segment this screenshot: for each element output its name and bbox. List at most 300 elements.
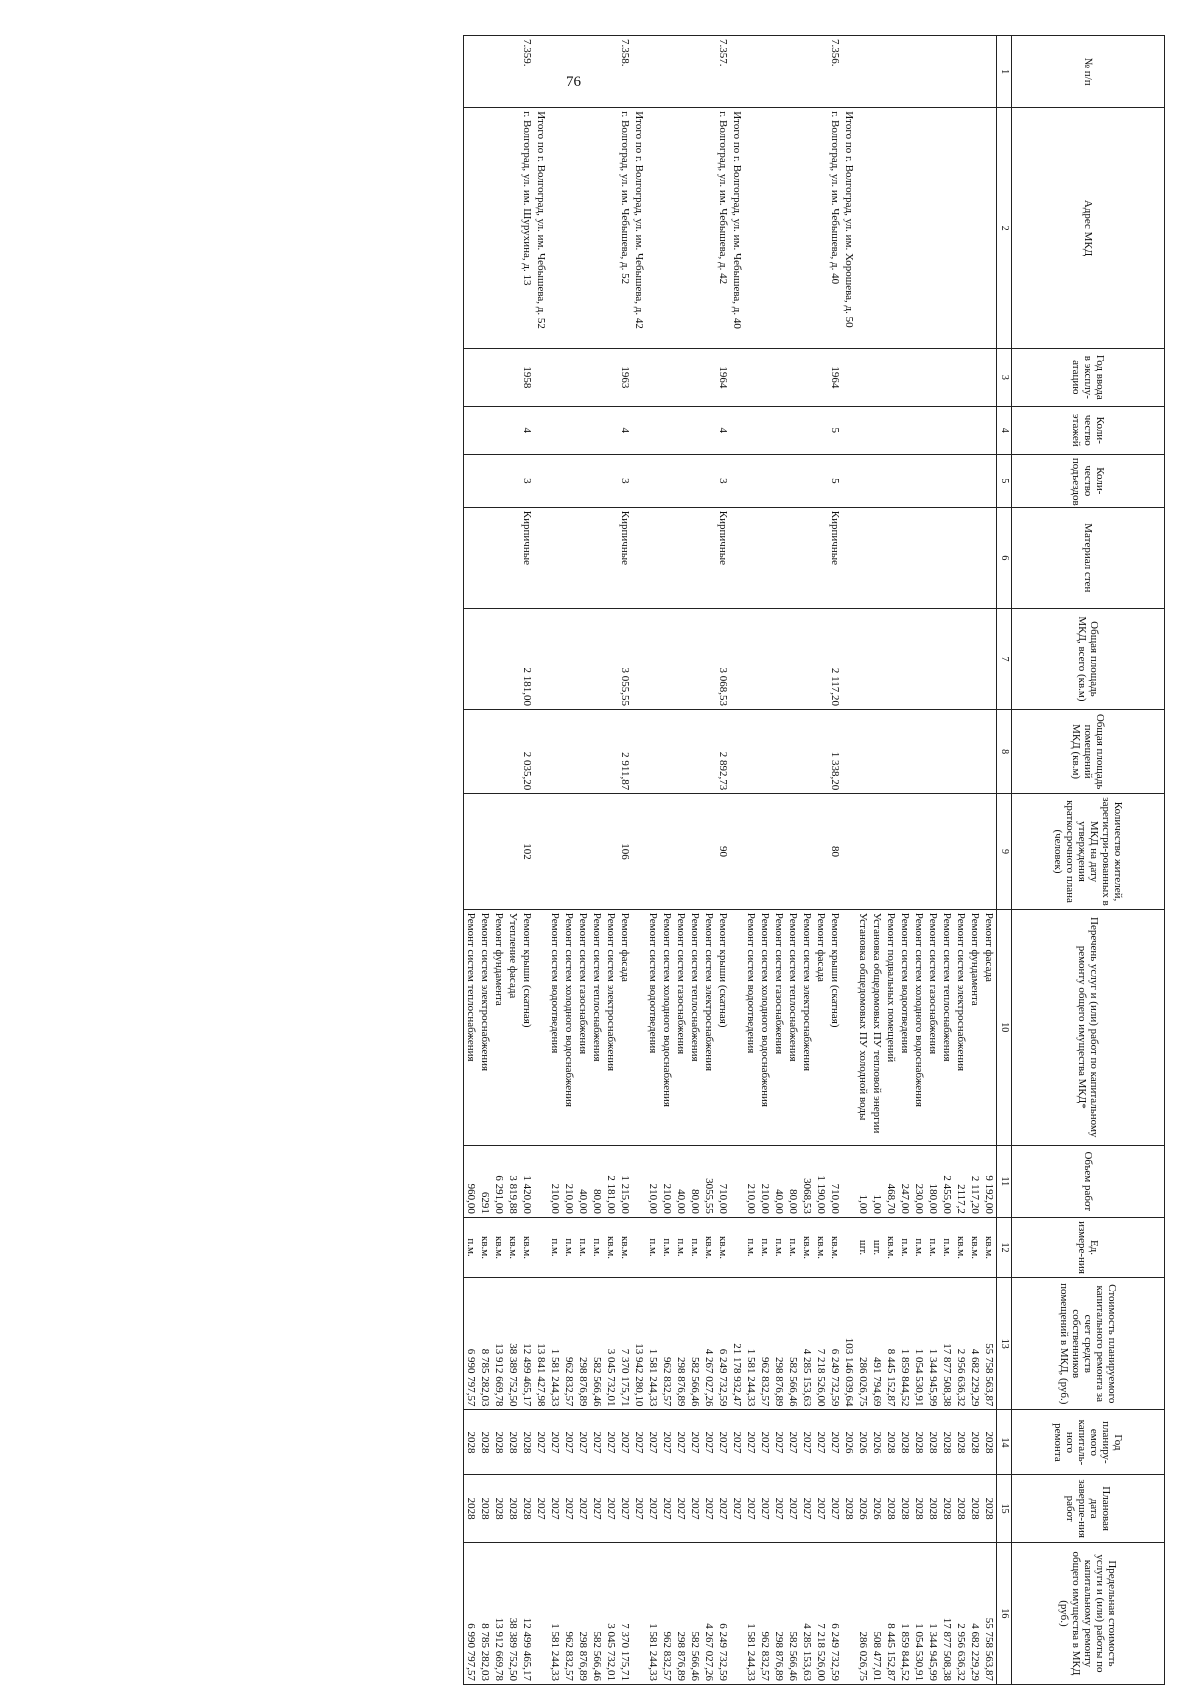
column-index-cell: 6: [997, 507, 1012, 608]
table-cell-c11: 6 291,00: [492, 1145, 506, 1217]
column-index-cell: 3: [997, 348, 1012, 406]
table-cell-c15: 2026: [856, 1475, 870, 1542]
table-cell-c13: 582 566,46: [688, 1278, 702, 1410]
table-cell-c2: Итого по г. Волгоград, ул. им. Чебышева, д. 42: [632, 108, 646, 349]
table-cell-c9: [800, 794, 814, 910]
table-cell-c1: [856, 36, 870, 108]
column-index-cell: 9: [997, 794, 1012, 910]
table-cell-c11: [730, 1145, 744, 1217]
table-cell-c7: [688, 608, 702, 709]
table-cell-c7: [646, 608, 660, 709]
table-cell-c12: кв.м.: [800, 1217, 814, 1277]
table-cell-c10: Ремонт фасада: [982, 909, 997, 1145]
table-cell-c11: 210,00: [660, 1145, 674, 1217]
table-cell-c7: [968, 608, 982, 709]
table-cell-c12: п.м.: [674, 1217, 688, 1277]
table-cell-c8: [926, 709, 940, 793]
table-cell-c13: 1 344 945,99: [926, 1278, 940, 1410]
table-cell-c9: [464, 794, 479, 910]
table-cell-c1: [772, 36, 786, 108]
table-cell-c6: Кирпичные: [618, 507, 632, 608]
table-cell-c7: 3 055,55: [618, 608, 632, 709]
table-cell-c7: [590, 608, 604, 709]
table-cell-c6: [702, 507, 716, 608]
table-row: [884, 36, 898, 1685]
table-cell-c7: [786, 608, 800, 709]
table-cell-c9: [814, 794, 828, 910]
table-row: [478, 36, 492, 1685]
table-row: [618, 36, 632, 1685]
table-cell-c12: п.м.: [912, 1217, 926, 1277]
table-cell-c7: [604, 608, 618, 709]
table-cell-c6: [786, 507, 800, 608]
table-cell-c9: [562, 794, 576, 910]
table-cell-c2: [548, 108, 562, 349]
table-cell-c13: 38 389 752,50: [506, 1278, 520, 1410]
table-cell-c5: [898, 454, 912, 507]
table-cell-c13: 1 581 244,33: [744, 1278, 758, 1410]
table-cell-c9: [870, 794, 884, 910]
table-cell-c10: [632, 909, 646, 1145]
table-cell-c6: [772, 507, 786, 608]
table-cell-c5: [660, 454, 674, 507]
table-cell-c8: [646, 709, 660, 793]
table-cell-c15: 2028: [842, 1475, 856, 1542]
table-cell-c4: [926, 406, 940, 454]
table-cell-c16: 298 876,89: [576, 1542, 590, 1684]
table-cell-c10: [730, 909, 744, 1145]
table-cell-c9: [730, 794, 744, 910]
table-cell-c14: 2028: [912, 1410, 926, 1475]
table-cell-c4: [688, 406, 702, 454]
table-row: [590, 36, 604, 1685]
table-cell-c12: кв.м.: [478, 1217, 492, 1277]
table-cell-c3: [940, 348, 954, 406]
table-cell-c14: 2028: [898, 1410, 912, 1475]
table-cell-c7: [562, 608, 576, 709]
table-cell-c4: 4: [618, 406, 632, 454]
table-row: [660, 36, 674, 1685]
table-cell-c12: п.м.: [562, 1217, 576, 1277]
table-cell-c7: [478, 608, 492, 709]
table-cell-c14: 2027: [674, 1410, 688, 1475]
table-cell-c2: [492, 108, 506, 349]
table-cell-c8: [548, 709, 562, 793]
table-cell-c7: [856, 608, 870, 709]
table-cell-c9: [604, 794, 618, 910]
table-cell-c6: [506, 507, 520, 608]
table-cell-c9: [534, 794, 548, 910]
table-cell-c14: 2026: [870, 1410, 884, 1475]
table-cell-c2: [772, 108, 786, 349]
table-cell-c10: [842, 909, 856, 1145]
table-cell-c13: 6 249 732,59: [828, 1278, 842, 1410]
table-cell-c11: 40,00: [674, 1145, 688, 1217]
table-cell-c4: [870, 406, 884, 454]
table-cell-c8: [492, 709, 506, 793]
table-cell-c9: [940, 794, 954, 910]
table-cell-c11: 3 819,88: [506, 1145, 520, 1217]
column-header: Коли-чество подъездов: [1012, 454, 1165, 507]
table-cell-c6: [632, 507, 646, 608]
table-cell-c12: п.м.: [772, 1217, 786, 1277]
column-index-cell: 16: [997, 1542, 1012, 1684]
table-cell-c3: [842, 348, 856, 406]
table-cell-c14: 2028: [506, 1410, 520, 1475]
table-cell-c6: [464, 507, 479, 608]
table-cell-c4: [856, 406, 870, 454]
table-cell-c7: 2 181,00: [520, 608, 534, 709]
page-number: 76: [566, 74, 581, 90]
table-cell-c4: [758, 406, 772, 454]
table-cell-c7: [982, 608, 997, 709]
table-cell-c6: [492, 507, 506, 608]
table-cell-c16: 8 445 152,87: [884, 1542, 898, 1684]
table-cell-c4: [842, 406, 856, 454]
table-cell-c8: [744, 709, 758, 793]
table-cell-c6: [590, 507, 604, 608]
table-cell-c14: 2028: [940, 1410, 954, 1475]
table-cell-c15: 2027: [632, 1475, 646, 1542]
table-cell-c5: [688, 454, 702, 507]
table-cell-c13: 17 877 508,38: [940, 1278, 954, 1410]
table-cell-c1: [800, 36, 814, 108]
table-cell-c13: 298 876,89: [674, 1278, 688, 1410]
table-cell-c1: [534, 36, 548, 108]
table-cell-c6: [912, 507, 926, 608]
table-cell-c12: кв.м.: [702, 1217, 716, 1277]
table-cell-c9: [786, 794, 800, 910]
table-cell-c10: Ремонт фундамента: [968, 909, 982, 1145]
table-cell-c10: Ремонт фундамента: [492, 909, 506, 1145]
table-cell-c7: [870, 608, 884, 709]
table-cell-c13: 55 758 563,87: [982, 1278, 997, 1410]
table-cell-c3: [884, 348, 898, 406]
column-index-cell: 11: [997, 1145, 1012, 1217]
column-header: № п/п: [1012, 36, 1165, 108]
table-cell-c2: [688, 108, 702, 349]
table-cell-c16: 582 566,46: [786, 1542, 800, 1684]
table-cell-c8: 2 035,20: [520, 709, 534, 793]
table-cell-c12: п.м.: [646, 1217, 660, 1277]
table-cell-c16: 6 249 732,59: [828, 1542, 842, 1684]
table-cell-c9: 80: [828, 794, 842, 910]
table-cell-c7: [758, 608, 772, 709]
table-cell-c9: [660, 794, 674, 910]
table-cell-c10: Ремонт систем газоснабжения: [576, 909, 590, 1145]
table-cell-c2: г. Волгоград, ул. им. Чебышева, д. 42: [716, 108, 730, 349]
table-cell-c2: [800, 108, 814, 349]
table-cell-c9: [478, 794, 492, 910]
table-cell-c9: [632, 794, 646, 910]
table-cell-c10: Ремонт крыши (скатная): [716, 909, 730, 1145]
table-cell-c1: [576, 36, 590, 108]
table-cell-c16: [534, 1542, 548, 1684]
table-cell-c7: [492, 608, 506, 709]
table-cell-c4: 4: [520, 406, 534, 454]
column-index-cell: 15: [997, 1475, 1012, 1542]
table-cell-c16: [730, 1542, 744, 1684]
table-cell-c14: 2027: [576, 1410, 590, 1475]
table-cell-c7: [730, 608, 744, 709]
table-cell-c4: [674, 406, 688, 454]
table-cell-c10: Ремонт систем газоснабжения: [926, 909, 940, 1145]
table-cell-c5: [954, 454, 968, 507]
table-cell-c6: [548, 507, 562, 608]
table-cell-c1: 7.359.: [520, 36, 534, 108]
table-cell-c15: 2027: [548, 1475, 562, 1542]
column-header: Ед. измере-ния: [1012, 1217, 1165, 1277]
table-cell-c9: [506, 794, 520, 910]
column-header: Предельная стоимость услуги и (или) работы по капитальному ремонту общего имущества в МКД (руб.): [1012, 1542, 1165, 1684]
table-cell-c12: п.м.: [758, 1217, 772, 1277]
table-cell-c3: [534, 348, 548, 406]
table-cell-c8: [968, 709, 982, 793]
table-cell-c5: 3: [716, 454, 730, 507]
table-cell-c9: [688, 794, 702, 910]
table-cell-c13: 13 912 669,78: [492, 1278, 506, 1410]
table-row: [730, 36, 744, 1685]
table-cell-c14: 2028: [884, 1410, 898, 1475]
table-cell-c8: [688, 709, 702, 793]
table-row: [548, 36, 562, 1685]
table-cell-c13: 582 566,46: [786, 1278, 800, 1410]
table-cell-c5: [744, 454, 758, 507]
table-cell-c14: 2027: [688, 1410, 702, 1475]
table-cell-c13: 7 370 175,71: [618, 1278, 632, 1410]
table-row: [562, 36, 576, 1685]
table-cell-c5: [478, 454, 492, 507]
table-cell-c13: 12 499 465,17: [520, 1278, 534, 1410]
table-cell-c16: 4 267 027,26: [702, 1542, 716, 1684]
table-cell-c4: [982, 406, 997, 454]
table-cell-c9: 106: [618, 794, 632, 910]
table-cell-c1: [968, 36, 982, 108]
table-cell-c15: 2027: [604, 1475, 618, 1542]
table-cell-c2: [562, 108, 576, 349]
table-cell-c9: [576, 794, 590, 910]
table-cell-c3: [632, 348, 646, 406]
table-cell-c2: [926, 108, 940, 349]
table-cell-c14: 2028: [478, 1410, 492, 1475]
table-cell-c15: 2027: [576, 1475, 590, 1542]
table-row: [856, 36, 870, 1685]
table-row: [940, 36, 954, 1685]
table-cell-c16: 298 876,89: [674, 1542, 688, 1684]
table-cell-c7: 2 117,20: [828, 608, 842, 709]
table-cell-c14: 2026: [856, 1410, 870, 1475]
table-cell-c16: 7 218 526,00: [814, 1542, 828, 1684]
table-cell-c10: Ремонт систем холодного водоснабжения: [758, 909, 772, 1145]
table-cell-c7: 3 068,53: [716, 608, 730, 709]
table-cell-c3: [478, 348, 492, 406]
table-cell-c8: 1 338,20: [828, 709, 842, 793]
table-cell-c6: [870, 507, 884, 608]
table-cell-c6: [898, 507, 912, 608]
table-cell-c5: [576, 454, 590, 507]
table-cell-c8: [590, 709, 604, 793]
table-cell-c7: [534, 608, 548, 709]
column-index-cell: 4: [997, 406, 1012, 454]
table-cell-c16: 1 344 945,99: [926, 1542, 940, 1684]
table-cell-c14: 2027: [562, 1410, 576, 1475]
table-cell-c9: [898, 794, 912, 910]
column-index-row: [997, 36, 1012, 1685]
table-cell-c5: [786, 454, 800, 507]
table-row: [870, 36, 884, 1685]
table-cell-c4: [884, 406, 898, 454]
table-cell-c3: [464, 348, 479, 406]
table-cell-c10: Ремонт систем водоотведения: [744, 909, 758, 1145]
table-cell-c6: [968, 507, 982, 608]
table-cell-c2: Итого по г. Волгоград, ул. им. Хорошева, д. 50: [842, 108, 856, 349]
table-cell-c11: 2 455,00: [940, 1145, 954, 1217]
table-cell-c5: [982, 454, 997, 507]
table-cell-c11: 2 117,20: [968, 1145, 982, 1217]
table-cell-c2: [660, 108, 674, 349]
table-cell-c1: 7.356.: [828, 36, 842, 108]
table-cell-c3: [730, 348, 744, 406]
table-cell-c15: 2027: [744, 1475, 758, 1542]
table-cell-c15: 2028: [954, 1475, 968, 1542]
table-cell-c5: [842, 454, 856, 507]
header-row: [1012, 36, 1165, 1685]
table-cell-c2: [604, 108, 618, 349]
table-cell-c8: [856, 709, 870, 793]
table-cell-c4: [632, 406, 646, 454]
table-cell-c4: [478, 406, 492, 454]
table-cell-c6: [982, 507, 997, 608]
table-cell-c8: [758, 709, 772, 793]
table-cell-c10: Ремонт систем теплоснабжения: [940, 909, 954, 1145]
table-cell-c12: п.м.: [744, 1217, 758, 1277]
table-cell-c14: 2028: [968, 1410, 982, 1475]
table-cell-c1: [730, 36, 744, 108]
table-cell-c13: 8 785 282,03: [478, 1278, 492, 1410]
table-cell-c15: 2027: [646, 1475, 660, 1542]
table-row: [814, 36, 828, 1685]
column-index-cell: 2: [997, 108, 1012, 349]
table-cell-c7: [660, 608, 674, 709]
table-cell-c12: кв.м.: [618, 1217, 632, 1277]
table-cell-c12: шт.: [870, 1217, 884, 1277]
table-cell-c14: 2028: [926, 1410, 940, 1475]
table-cell-c8: [534, 709, 548, 793]
table-cell-c13: 21 178 932,47: [730, 1278, 744, 1410]
table-cell-c5: [646, 454, 660, 507]
table-cell-c11: 210,00: [562, 1145, 576, 1217]
table-cell-c9: [912, 794, 926, 910]
table-cell-c9: [674, 794, 688, 910]
table-cell-c5: [674, 454, 688, 507]
table-cell-c1: [492, 36, 506, 108]
table-cell-c14: 2027: [814, 1410, 828, 1475]
table-cell-c11: 3068,53: [800, 1145, 814, 1217]
table-cell-c15: 2028: [912, 1475, 926, 1542]
table-cell-c5: [730, 454, 744, 507]
table-cell-c3: [562, 348, 576, 406]
table-cell-c14: 2028: [464, 1410, 479, 1475]
table-cell-c2: [758, 108, 772, 349]
table-cell-c10: Ремонт систем холодного водоснабжения: [660, 909, 674, 1145]
table-cell-c11: 710,00: [828, 1145, 842, 1217]
table-cell-c4: [464, 406, 479, 454]
table-cell-c9: [884, 794, 898, 910]
table-cell-c14: 2028: [954, 1410, 968, 1475]
table-cell-c3: [800, 348, 814, 406]
table-cell-c12: шт.: [856, 1217, 870, 1277]
table-cell-c11: 210,00: [646, 1145, 660, 1217]
table-cell-c6: [884, 507, 898, 608]
table-cell-c12: кв.м.: [506, 1217, 520, 1277]
table-cell-c6: [800, 507, 814, 608]
table-cell-c15: 2027: [730, 1475, 744, 1542]
table-cell-c4: [744, 406, 758, 454]
table-cell-c13: 286 026,75: [856, 1278, 870, 1410]
table-cell-c9: [492, 794, 506, 910]
table-cell-c11: 2 181,00: [604, 1145, 618, 1217]
table-cell-c12: [632, 1217, 646, 1277]
table-cell-c11: 230,00: [912, 1145, 926, 1217]
table-cell-c7: [800, 608, 814, 709]
table-cell-c2: [674, 108, 688, 349]
table-row: [674, 36, 688, 1685]
table-cell-c11: 2117,2: [954, 1145, 968, 1217]
table-cell-c1: [884, 36, 898, 108]
table-cell-c2: [506, 108, 520, 349]
table-cell-c7: [926, 608, 940, 709]
table-cell-c1: [632, 36, 646, 108]
table-cell-c14: 2027: [660, 1410, 674, 1475]
table-cell-c8: [884, 709, 898, 793]
column-header: Год планиру-емого капиталь-ного ремонта: [1012, 1410, 1165, 1475]
table-row: [968, 36, 982, 1685]
table-cell-c5: [856, 454, 870, 507]
table-cell-c6: Кирпичные: [520, 507, 534, 608]
table-cell-c1: [702, 36, 716, 108]
table-cell-c4: [660, 406, 674, 454]
table-cell-c10: Ремонт подвальных помещений: [884, 909, 898, 1145]
table-row: [632, 36, 646, 1685]
table-cell-c15: 2028: [898, 1475, 912, 1542]
table-cell-c10: Установка общедомовых ПУ холодной воды: [856, 909, 870, 1145]
table-cell-c1: [688, 36, 702, 108]
table-cell-c5: [912, 454, 926, 507]
table-cell-c3: [506, 348, 520, 406]
table-cell-c9: [590, 794, 604, 910]
table-cell-c13: 962 832,57: [758, 1278, 772, 1410]
table-cell-c10: Установка общедомовых ПУ тепловой энергии: [870, 909, 884, 1145]
table-cell-c5: [814, 454, 828, 507]
table-cell-c13: 491 794,69: [870, 1278, 884, 1410]
table-cell-c12: кв.м.: [828, 1217, 842, 1277]
table-cell-c1: [674, 36, 688, 108]
table-cell-c15: 2028: [478, 1475, 492, 1542]
table-cell-c13: 298 876,89: [772, 1278, 786, 1410]
table-cell-c11: 468,70: [884, 1145, 898, 1217]
table-cell-c1: 7.357.: [716, 36, 730, 108]
table-cell-c4: [730, 406, 744, 454]
table-cell-c6: [856, 507, 870, 608]
table-row: [926, 36, 940, 1685]
table-cell-c3: [814, 348, 828, 406]
table-cell-c2: [814, 108, 828, 349]
table-cell-c3: [898, 348, 912, 406]
table-body: [464, 36, 997, 1685]
table-cell-c14: 2027: [548, 1410, 562, 1475]
table-cell-c11: 210,00: [758, 1145, 772, 1217]
table-cell-c11: 210,00: [744, 1145, 758, 1217]
